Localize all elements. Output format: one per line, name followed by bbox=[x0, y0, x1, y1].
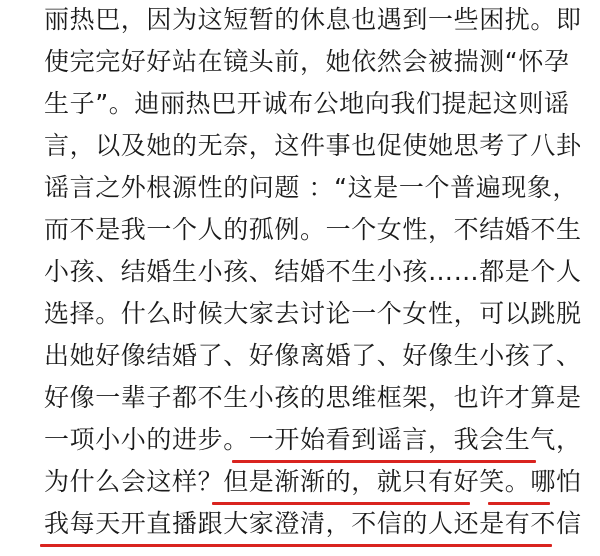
paragraph-line: 谣言之外根源性的问题 ：“这是一个普遍现象， bbox=[44, 173, 579, 202]
paragraph-line: 我每天开直播跟大家澄清，不信的人还是有不信 bbox=[44, 509, 582, 538]
paragraph-line: 出她好像结婚了、好像离婚了、好像生小孩了、 bbox=[44, 341, 582, 370]
paragraph-line: 好像一辈子都不生小孩的思维框架，也许才算是 bbox=[44, 383, 582, 412]
paragraph-line: 小孩、结婚生小孩、结婚不生小孩……都是个人 bbox=[44, 257, 582, 286]
paragraph-line: 使完完好好站在镜头前，她依然会被揣测“怀孕 bbox=[44, 47, 570, 76]
highlight-underline bbox=[212, 502, 470, 505]
paragraph-line: 一项小小的进步。一开始看到谣言，我会生气， bbox=[44, 425, 582, 454]
paragraph-line: 而不是我一个人的孤例。一个女性，不结婚不生 bbox=[44, 215, 582, 244]
highlight-underline bbox=[40, 544, 552, 547]
paragraph-line: 生子”。迪丽热巴开诚布公地向我们提起这则谣 bbox=[44, 89, 570, 118]
highlight-underline bbox=[488, 502, 550, 505]
highlight-underline bbox=[232, 460, 536, 463]
paragraph-line: 选择。什么时候大家去讨论一个女性，可以跳脱 bbox=[44, 299, 582, 328]
paragraph-line: 言，以及她的无奈，这件事也促使她思考了八卦 bbox=[44, 131, 582, 160]
paragraph-line: 为什么会这样？但是渐渐的，就只有好笑。哪怕 bbox=[44, 467, 582, 496]
paragraph-line: 丽热巴，因为这短暂的休息也遇到一些困扰。即 bbox=[44, 5, 582, 34]
